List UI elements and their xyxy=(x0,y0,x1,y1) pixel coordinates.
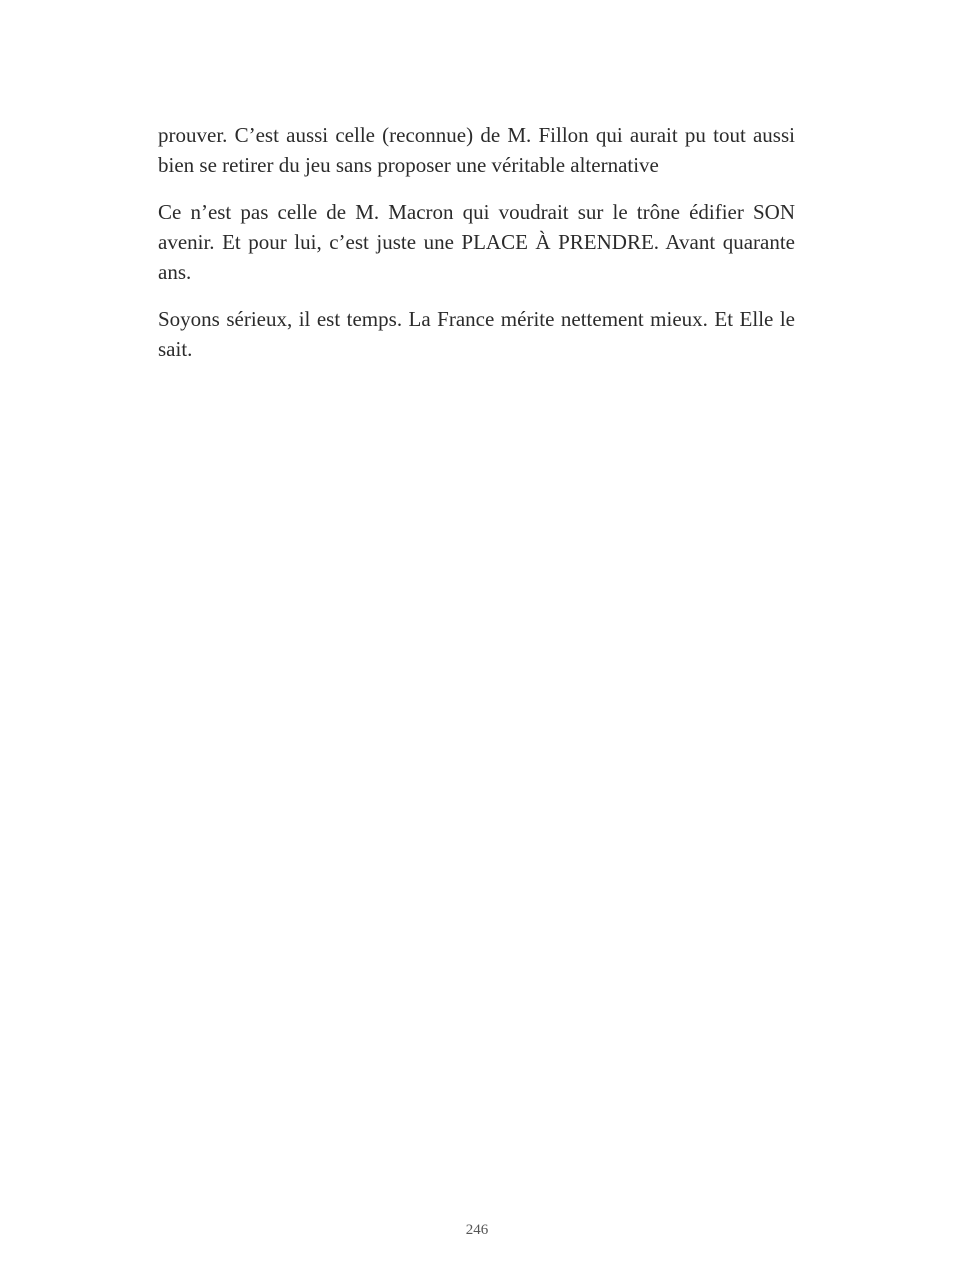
body-text xyxy=(158,120,795,381)
paragraph-1: prouver. C’est aussi celle (reconnue) de M. Fillon qui aurait pu tout aussi bien se retirer du jeu sans proposer une véritable alternative xyxy=(158,123,795,177)
page-number: 246 xyxy=(465,1222,489,1238)
paragraph-2: Ce n’est pas celle de M. Macron qui voudrait sur le trône édifier SON avenir. Et pour lui, c’est juste une PLACE À PRENDRE. Avant quarante ans. xyxy=(158,200,795,284)
paragraph-3: Soyons sérieux, il est temps. La France mérite nettement mieux. Et Elle le sait. xyxy=(158,307,795,361)
